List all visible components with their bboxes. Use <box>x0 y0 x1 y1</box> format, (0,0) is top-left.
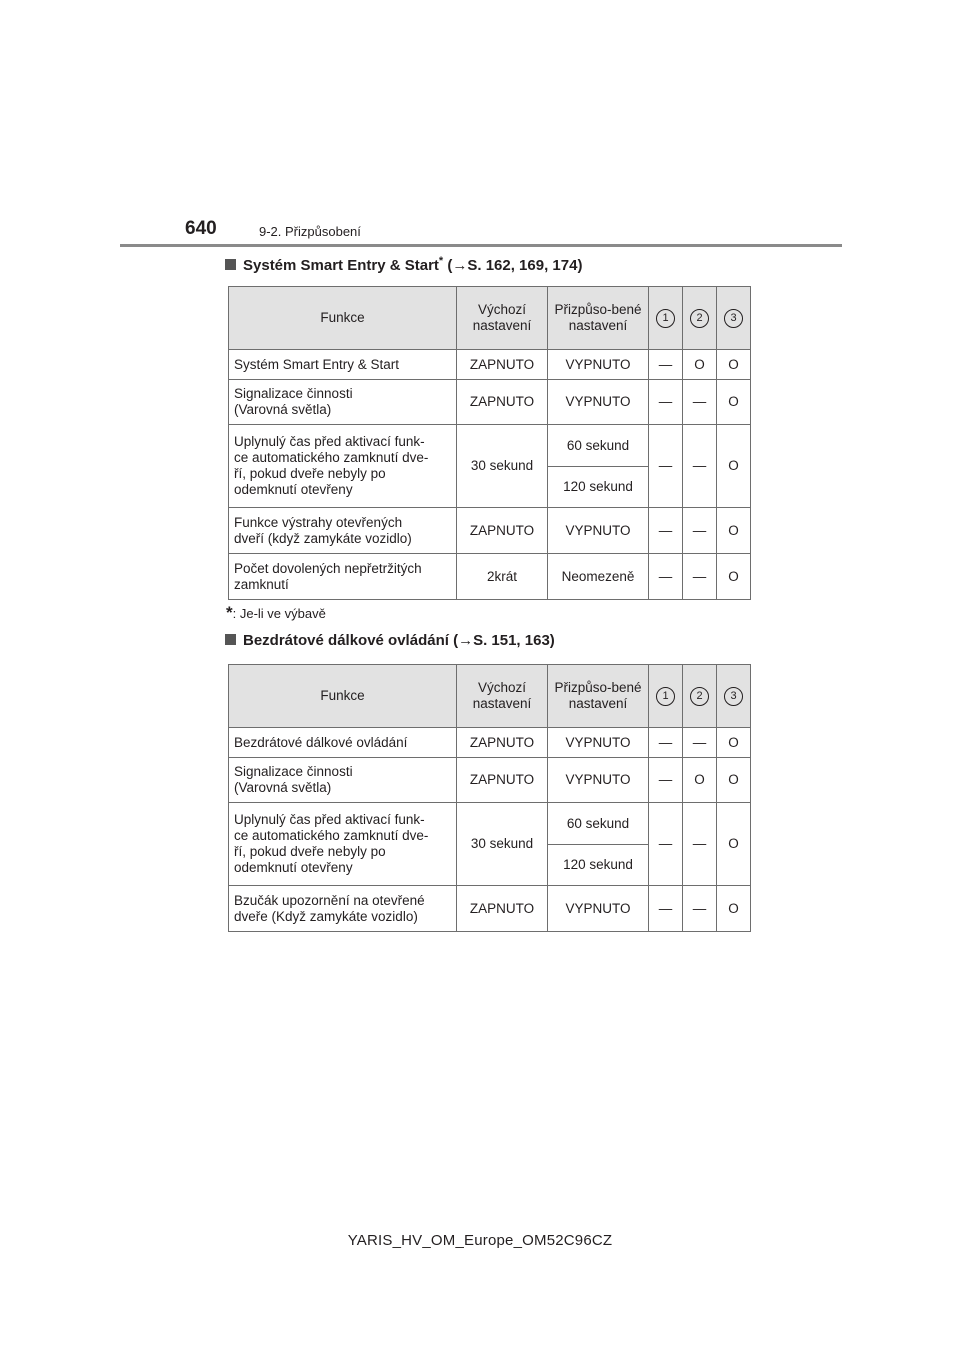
footnote: *: Je-li ve výbavě <box>226 603 326 622</box>
col-3 <box>717 665 751 728</box>
table-header-row <box>229 665 751 728</box>
table-row: Uplynulý čas před aktivací funk- ce automatického zamknutí dve- ří, pokud dveře nebyly po odemknutí otevřeny 30 sekund 60 sekund — — O <box>229 803 751 845</box>
square-bullet-icon <box>225 259 236 270</box>
table-row: Bzučák upozornění na otevřené dveře (Když zamykáte vozidlo) ZAPNUTO VYPNUTO — — O <box>229 886 751 932</box>
table-row: 120 sekund <box>229 845 751 886</box>
header-rule <box>120 244 842 247</box>
circled-3-icon: 3 <box>724 309 743 328</box>
col-default: Výchozí nastavení <box>457 287 548 350</box>
remote-control-table <box>228 664 751 932</box>
circled-2-icon: 2 <box>690 687 709 706</box>
smart-entry-table <box>228 286 751 600</box>
table-row: 120 sekund <box>229 467 751 508</box>
col-1 <box>649 287 683 350</box>
col-custom: Přizpůso-bené nastavení <box>548 665 649 728</box>
circled-3-icon: 3 <box>724 687 743 706</box>
table-row: Uplynulý čas před aktivací funk- ce automatického zamknutí dve- ří, pokud dveře nebyly po odemknutí otevřeny 30 sekund 60 sekund — — O <box>229 425 751 467</box>
square-bullet-icon <box>225 634 236 645</box>
col-3 <box>717 287 751 350</box>
table-row: Signalizace činnosti (Varovná světla) ZAPNUTO VYPNUTO — O O <box>229 758 751 803</box>
heading-remote-control: Bezdrátové dálkové ovládání (→S. 151, 163) <box>225 632 555 649</box>
document-code: YARIS_HV_OM_Europe_OM52C96CZ <box>347 1232 613 1249</box>
circled-2-icon: 2 <box>690 309 709 328</box>
col-funkce: Funkce <box>229 287 457 350</box>
col-2 <box>683 665 717 728</box>
asterisk-mark: * <box>438 255 444 267</box>
table-row: Signalizace činnosti (Varovná světla) ZAPNUTO VYPNUTO — — O <box>229 380 751 425</box>
col-default: Výchozí nastavení <box>457 665 548 728</box>
col-1 <box>649 665 683 728</box>
col-2 <box>683 287 717 350</box>
col-funkce: Funkce <box>229 665 457 728</box>
heading-smart-entry: Systém Smart Entry & Start* (→S. 162, 169, 174) <box>225 255 582 274</box>
table-row: Bezdrátové dálkové ovládání ZAPNUTO VYPNUTO — — O <box>229 728 751 758</box>
table-row: Systém Smart Entry & Start ZAPNUTO VYPNUTO — O O <box>229 350 751 380</box>
col-custom: Přizpůso-bené nastavení <box>548 287 649 350</box>
circled-1-icon: 1 <box>656 687 675 706</box>
table-row: Počet dovolených nepřetržitých zamknutí 2krát Neomezeně — — O <box>229 554 751 600</box>
page-number: 640 <box>185 218 217 239</box>
table-header-row <box>229 287 751 350</box>
table-row: Funkce výstrahy otevřených dveří (když zamykáte vozidlo) ZAPNUTO VYPNUTO — — O <box>229 508 751 554</box>
circled-1-icon: 1 <box>656 309 675 328</box>
section-title: 9-2. Přizpůsobení <box>259 224 361 239</box>
